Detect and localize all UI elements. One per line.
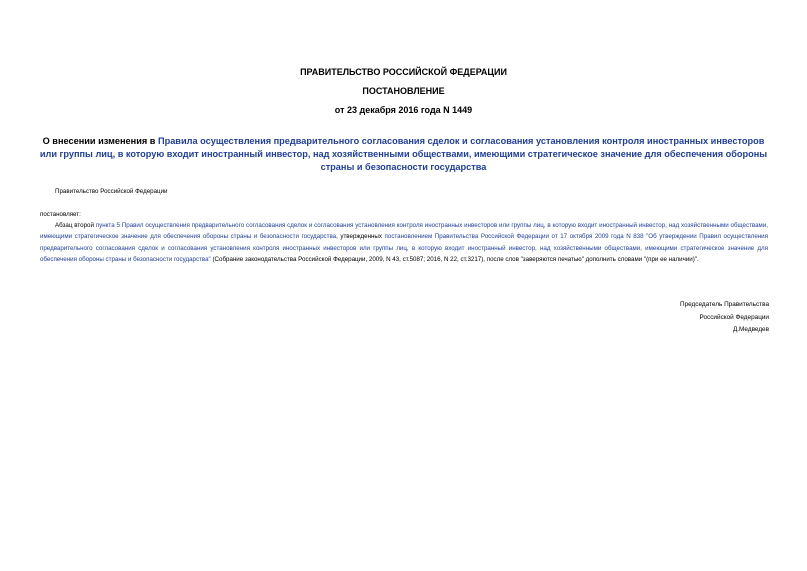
body-text-3: (Собрание законодательства Российской Федерации, 2009, N 43, ст.5087; 2016, N 22, ст.3217), после слов "заверяются печатью" дополнить словами "(при ее наличии)".: [210, 256, 699, 264]
body-text-1: Абзац второй: [55, 222, 96, 229]
decrees-line: постановляет:: [40, 211, 81, 218]
document-subject: [36, 135, 771, 174]
signature-title: Председатель Правительства: [680, 301, 769, 308]
resolution-838-link[interactable]: постановлением Правительства Российской Федерации от 17 октября 2009 года N 838 "Об утверждении Правил осуществления предварительного согласования сделок и согласования установления контроля иностранных инвесторов или группы лиц, в которую входит иностранный инвестор, над хозяйственными обществами, имеющими стратегическое значение для обеспечения обороны страны и безопасности государства": [40, 233, 768, 264]
signature-federation: Российской Федерации: [699, 314, 769, 321]
government-line: Правительство Российской Федерации: [55, 188, 168, 195]
body-text-2: , утвержденных: [336, 233, 385, 241]
signature-name: Д.Медведев: [732, 326, 769, 333]
issuer-heading: ПРАВИТЕЛЬСТВО РОССИЙСКОЙ ФЕДЕРАЦИИ: [300, 67, 507, 77]
date-number-heading: от 23 декабря 2016 года N 1449: [334, 105, 473, 115]
subject-rules-link[interactable]: Правила осуществления предварительного согласования сделок и согласования установления контроля иностранных инвесторов или группы лиц, в которую входит иностранный инвестор, над хозяйственными обществами, имеющими стратегическое значение для обеспечения обороны страны и безопасности государства: [39, 136, 768, 172]
document-type-heading: ПОСТАНОВЛЕНИЕ: [362, 86, 445, 96]
subject-prefix: О внесении изменения в: [42, 136, 158, 146]
rules-point-link[interactable]: пункта 5 Правил осуществления предварительного согласования сделок и согласования установления контроля иностранных инвесторов или группы лиц, в которую входит иностранный инвестор, над хозяйственными обществами, имеющими стратегическое значение для обеспечения обороны страны и безопасности государства: [40, 222, 768, 241]
body-paragraph: [40, 220, 768, 266]
